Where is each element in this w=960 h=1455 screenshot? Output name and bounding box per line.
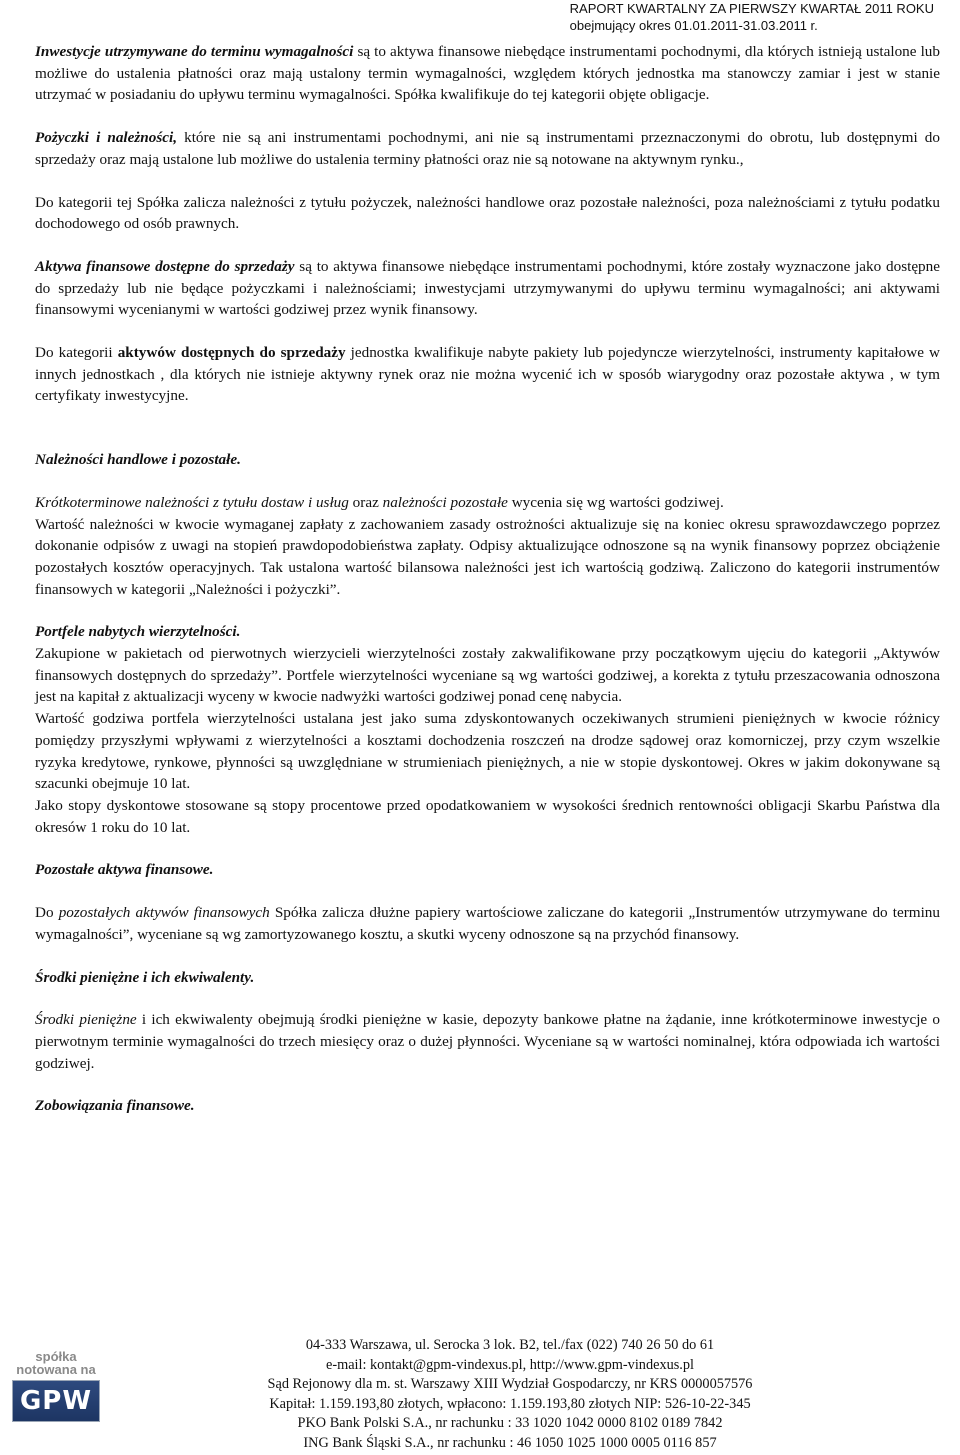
paragraph-text: Do xyxy=(35,904,59,922)
paragraph-cash xyxy=(35,1009,940,1074)
logo-mark: GPW xyxy=(12,1380,100,1422)
section-heading-liabilities: Zobowiązania finansowe. xyxy=(35,1097,195,1115)
company-footer xyxy=(180,1336,840,1453)
term-held-to-maturity: Inwestycje utrzymywane do terminu wymagalności xyxy=(35,43,354,60)
paragraph-text: jednostka kwalifikuje nabyte pakiety lub pojedyncze wierzytelności, instrumenty kapitałowe w innych jednostkach , dla których nie istnieje aktywny rynek oraz nie można wycenić ich w sposób wiarygodny oraz pozostałe aktywa , w tym certyfikaty inwestycyjne. xyxy=(35,344,940,405)
paragraph-receivables-valuation: Wartość należności w kwocie wymaganej zapłaty z zachowaniem zasady ostrożności aktualizuje się na koniec okresu sprawozdawczego poprzez dokonanie odpisów z uwagi na stopień prawdopodobieństwa zapłaty. Odpisy aktualizujące odnoszone są na wynik finansowy poprzez obciążenie pozostałych kosztów operacyjnych. Tak ustalona wartość bilansowa należności jest ich wartością godziwą. Zaliczono do kategorii instrumentów finansowych w kategorii „Należności i pożyczki”. xyxy=(35,515,940,598)
logo-line-2: notowana na xyxy=(16,1362,96,1377)
logo-line-1: spółka xyxy=(35,1349,77,1364)
section-heading-portfolios: Portfele nabytych wierzytelności. xyxy=(35,623,241,641)
term-available-for-sale: Aktywa finansowe dostępne do sprzedaży xyxy=(35,257,295,275)
header-period: obejmujący okres 01.01.2011-31.03.2011 r. xyxy=(569,18,818,33)
footer-address: 04-333 Warszawa, ul. Serocka 3 lok. B2, tel./fax (022) 740 26 50 do 61 xyxy=(305,1337,715,1353)
paragraph-text: i ich ekwiwalenty obejmują środki pieniężne w kasie, depozyty bankowe płatne na żądanie, inne krótkoterminowe inwestycje o pierwotnym terminie wymagalności do trzech miesięcy oraz o dużej płynności. Wyceniane są w wartości nominalnej, która odpowiada ich wartości godziwej. xyxy=(35,1011,940,1072)
paragraph-text: Spółka zalicza dłużne papiery wartościowe zaliczane do kategorii „Instrumentów utrzymywane do terminu wymagalności”, wyceniane są wg zamortyzowanego kosztu, a skutki wyceny odnoszone są na przychód finansowy. xyxy=(35,904,940,943)
paragraph-category-scope: Do kategorii tej Spółka zalicza należności z tytułu pożyczek, należności handlowe oraz pozostałe należności, poza należnościami z tytułu podatku dochodowego od osób prawnych. xyxy=(35,193,940,233)
term-short-term-receivables: Krótkoterminowe należności z tytułu dostaw i usług xyxy=(35,493,349,511)
paragraph-receivables xyxy=(35,492,940,514)
term-other-financial-assets: pozostałych aktywów finansowych xyxy=(58,904,270,922)
term-other-receivables: należności pozostałe xyxy=(382,493,508,511)
paragraph-text: są to aktywa finansowe niebędące instrumentami pochodnymi, które zostały wyznaczone jako dostępne do sprzedaży lub nie będące pożyczkami i należnościami; inwestycjami utrzymywanymi do upływu terminu wymagalności; ani aktywami finansowymi wycenianymi w wartości godziwej przez wynik finansowy. xyxy=(35,257,940,319)
footer-contact: e-mail: kontakt@gpm-vindexus.pl, http://www.gpm-vindexus.pl xyxy=(325,1356,695,1373)
paragraph-text: są to aktywa finansowe niebędące instrumentami pochodnymi, dla których istnieją ustalone lub możliwe do ustalenia płatności oraz mają ustalony termin wymagalności, względem których jednostka ma stanowczy zamiar i jest w stanie utrzymać w posiadaniu do upływu terminu wymagalności. Spółka kwalifikuje do tej kategorii objęte obligacje. xyxy=(35,43,940,104)
report-header xyxy=(570,0,934,34)
paragraph-text: które nie są ani instrumentami pochodnymi, ani nie są instrumentami przeznaczonymi do obrotu, lub dostępnymi do sprzedaży oraz mają ustalone lub możliwe do ustalenia terminy płatności oraz nie są notowane na aktywnym rynku., xyxy=(35,129,940,168)
section-heading-other-assets: Pozostałe aktywa finansowe. xyxy=(35,861,214,879)
paragraph-other-assets xyxy=(35,902,940,945)
paragraph-portfolios-1: Zakupione w pakietach od pierwotnych wierzycieli wierzytelności zostały zakwalifikowane przy początkowym ujęciu do kategorii „Aktywów finansowych dostępnych do sprzedaży”. Portfele wierzytelności wyceniane są wg wartości godziwej, a korekta z tytułu przeszacowania odnoszona jest na kapitał z aktualizacji wyceny w kwocie nadwyżki wartości godziwej ponad cenę nabycia. xyxy=(35,645,940,706)
term-cash: Środki pieniężne xyxy=(35,1011,137,1029)
paragraph-text: oraz xyxy=(348,493,383,511)
paragraph-held-to-maturity xyxy=(35,41,940,106)
gpw-logo xyxy=(12,1350,100,1430)
section-heading-receivables: Należności handlowe i pozostałe. xyxy=(35,451,241,469)
paragraph-afs-category xyxy=(35,342,940,407)
footer-bank-ing: ING Bank Śląski S.A., nr rachunku : 46 1050 1025 1000 0005 0116 857 xyxy=(303,1434,717,1451)
paragraph-text: wycenia się wg wartości godziwej. xyxy=(507,493,724,511)
section-heading-cash: Środki pieniężne i ich ekwiwalenty. xyxy=(35,968,255,986)
paragraph-portfolios-2: Wartość godziwa portfela wierzytelności ustalana jest jako suma zdyskontowanych oczekiwanych strumieni pieniężnych w kwocie różnicy pomiędzy przyszłymi wpływami z wierzytelności a kosztami dochodzenia roszczeń na drodze sądowej oraz komorniczej, przy czym wszelkie ryzyka kredytowe, rynkowe, płynności są uwzględniane w strumieniach pieniężnych, a nie w stopie dyskontowej. Okres w jakim dokonywane są szacunki obejmuje 10 lat. xyxy=(35,710,940,793)
paragraph-portfolios-3: Jako stopy dyskontowe stosowane są stopy procentowe przed opodatkowaniem w wysokości średnich rentowności obligacji Skarbu Państwa dla okresów 1 roku do 10 lat. xyxy=(35,796,940,836)
term-loans-receivables: Pożyczki i należności, xyxy=(35,129,178,147)
footer-capital: Kapitał: 1.159.193,80 złotych, wpłacono: 1.159.193,80 złotych NIP: 526-10-22-345 xyxy=(269,1395,751,1412)
term-afs-assets: aktywów dostępnych do sprzedaży xyxy=(117,344,346,362)
paragraph-text: Do kategorii xyxy=(35,344,118,362)
header-title: RAPORT KWARTALNY ZA PIERWSZY KWARTAŁ 2011 ROKU xyxy=(569,1,934,16)
paragraph-available-for-sale xyxy=(35,256,940,321)
document-body xyxy=(35,41,940,1117)
footer-bank-pko: PKO Bank Polski S.A., nr rachunku : 33 1020 1042 0000 8102 0189 7842 xyxy=(297,1415,723,1431)
paragraph-loans-receivables xyxy=(35,127,940,170)
footer-court-registry: Sąd Rejonowy dla m. st. Warszawy XIII Wydział Gospodarczy, nr KRS 0000057576 xyxy=(267,1376,753,1392)
